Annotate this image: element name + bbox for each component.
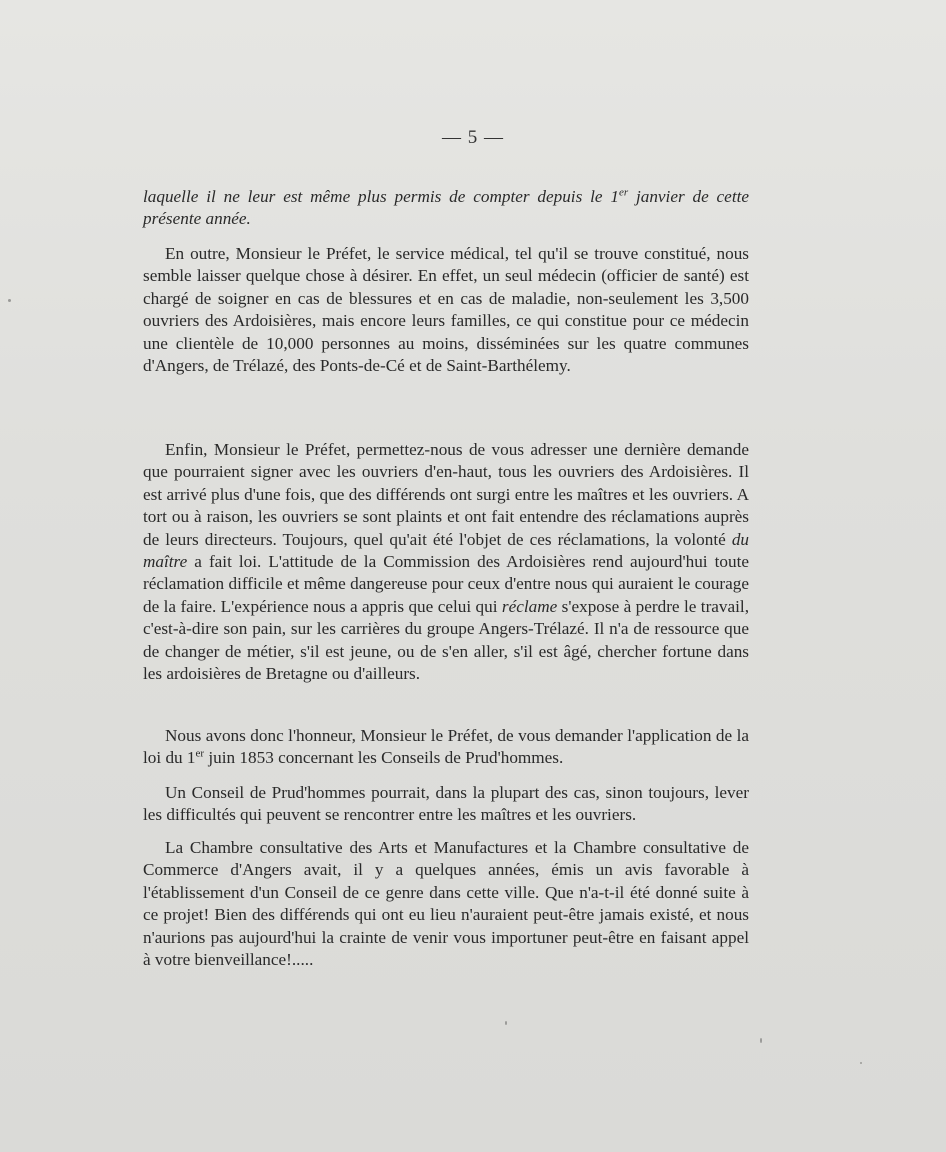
paragraph-text: En outre, Monsieur le Préfet, le service médical, tel qu'il se trouve constitué, nous semble laisser quelque chose à désirer. En effet, un seul médecin (officier de santé) est chargé de soigner en cas de blessures et en cas de maladie, non-seulement les 3,500 ouvriers des Ardoisières, mais encore leurs familles, ce qui constitue pour ce médecin une clientèle de 10,000 personnes au moins, disséminées sur les quatre communes d'Angers, de Trélazé, des Ponts-de-Cé et de Saint-Barthélemy. — [143, 244, 749, 376]
paragraph-text: s'expose à perdre le travail, c'est-à-dire son pain, sur les carrières du groupe Angers-Trélazé. Il n'a de ressource que de changer de métier, s'il est jeune, ou de s'en aller, s'il est âgé, chercher fortune dans les ardoisières de Bretagne ou d'ailleurs. — [143, 596, 749, 684]
paragraph-text: La Chambre consultative des Arts et Manufactures et la Chambre consultative de Commerce d'Angers avait, il y a quelques années, émis un avis favorable à l'établissement d'un Conseil de ce genre dans cette ville. Que n'a-t-il été donné suite à ce projet! Bien des différends qui ont eu lieu n'auraient peut-être jamais existé, et nous n'aurions pas aujourd'hui la crainte de venir vous importuner peut-être en faisant appel à votre bienveillance!..... — [143, 838, 749, 970]
paper-speck — [760, 1038, 762, 1043]
paragraph-final-request — [143, 439, 749, 685]
paragraph-text: janvier de cette présente année. — [143, 187, 749, 229]
paragraph-text: a fait loi. L'attitude de la Commission des Ardoisières rend aujourd'hui toute réclamation difficile et même dangereuse pour ceux d'entre nous qui auraient le courage de la faire. L'expérience nous a appris que celui qui — [143, 552, 749, 616]
page-number: — 5 — — [442, 127, 504, 148]
paragraph-conseil-prudhommes — [143, 782, 749, 827]
paragraph-chambre-consultative — [143, 837, 749, 971]
paragraph-text: Enfin, Monsieur le Préfet, permettez-nous de vous adresser une dernière demande que pourraient signer avec les ouvriers d'en-haut, tous les ouvriers des Ardoisières. Il est arrivé plus d'une fois, que des différends ont surgi entre les maîtres et les ouvriers. A tort ou à raison, les ouvriers se sont plaints et ont fait entendre des réclamations auprès de leurs directeurs. Toujours, quel qu'ait été l'objet de ces réclamations, la volonté — [143, 440, 749, 549]
paragraph-continuation — [143, 186, 749, 231]
paragraph-text: Un Conseil de Prud'hommes pourrait, dans la plupart des cas, sinon toujours, lever les difficultés qui peuvent se rencontrer entre les maîtres et les ouvriers. — [143, 783, 749, 825]
paper-speck — [505, 1021, 507, 1025]
paper-speck — [8, 299, 11, 302]
emphasis-text: réclame — [501, 596, 558, 616]
paragraph-text: laquelle il ne leur est même plus permis de compter depuis le 1 — [143, 187, 619, 206]
paragraph-law-application — [143, 725, 749, 770]
paragraph-text: Nous avons donc l'honneur, Monsieur le Préfet, de vous demander l'application de la loi du 1 — [143, 726, 749, 768]
paragraph-text: juin 1853 concernant les Conseils de Prud'hommes. — [204, 748, 564, 768]
paragraph-medical-service — [143, 243, 749, 377]
superscript-ordinal: er — [618, 186, 629, 199]
paper-speck — [860, 1062, 862, 1064]
emphasis-text: du maître — [143, 529, 749, 572]
superscript-ordinal: er — [195, 747, 205, 760]
